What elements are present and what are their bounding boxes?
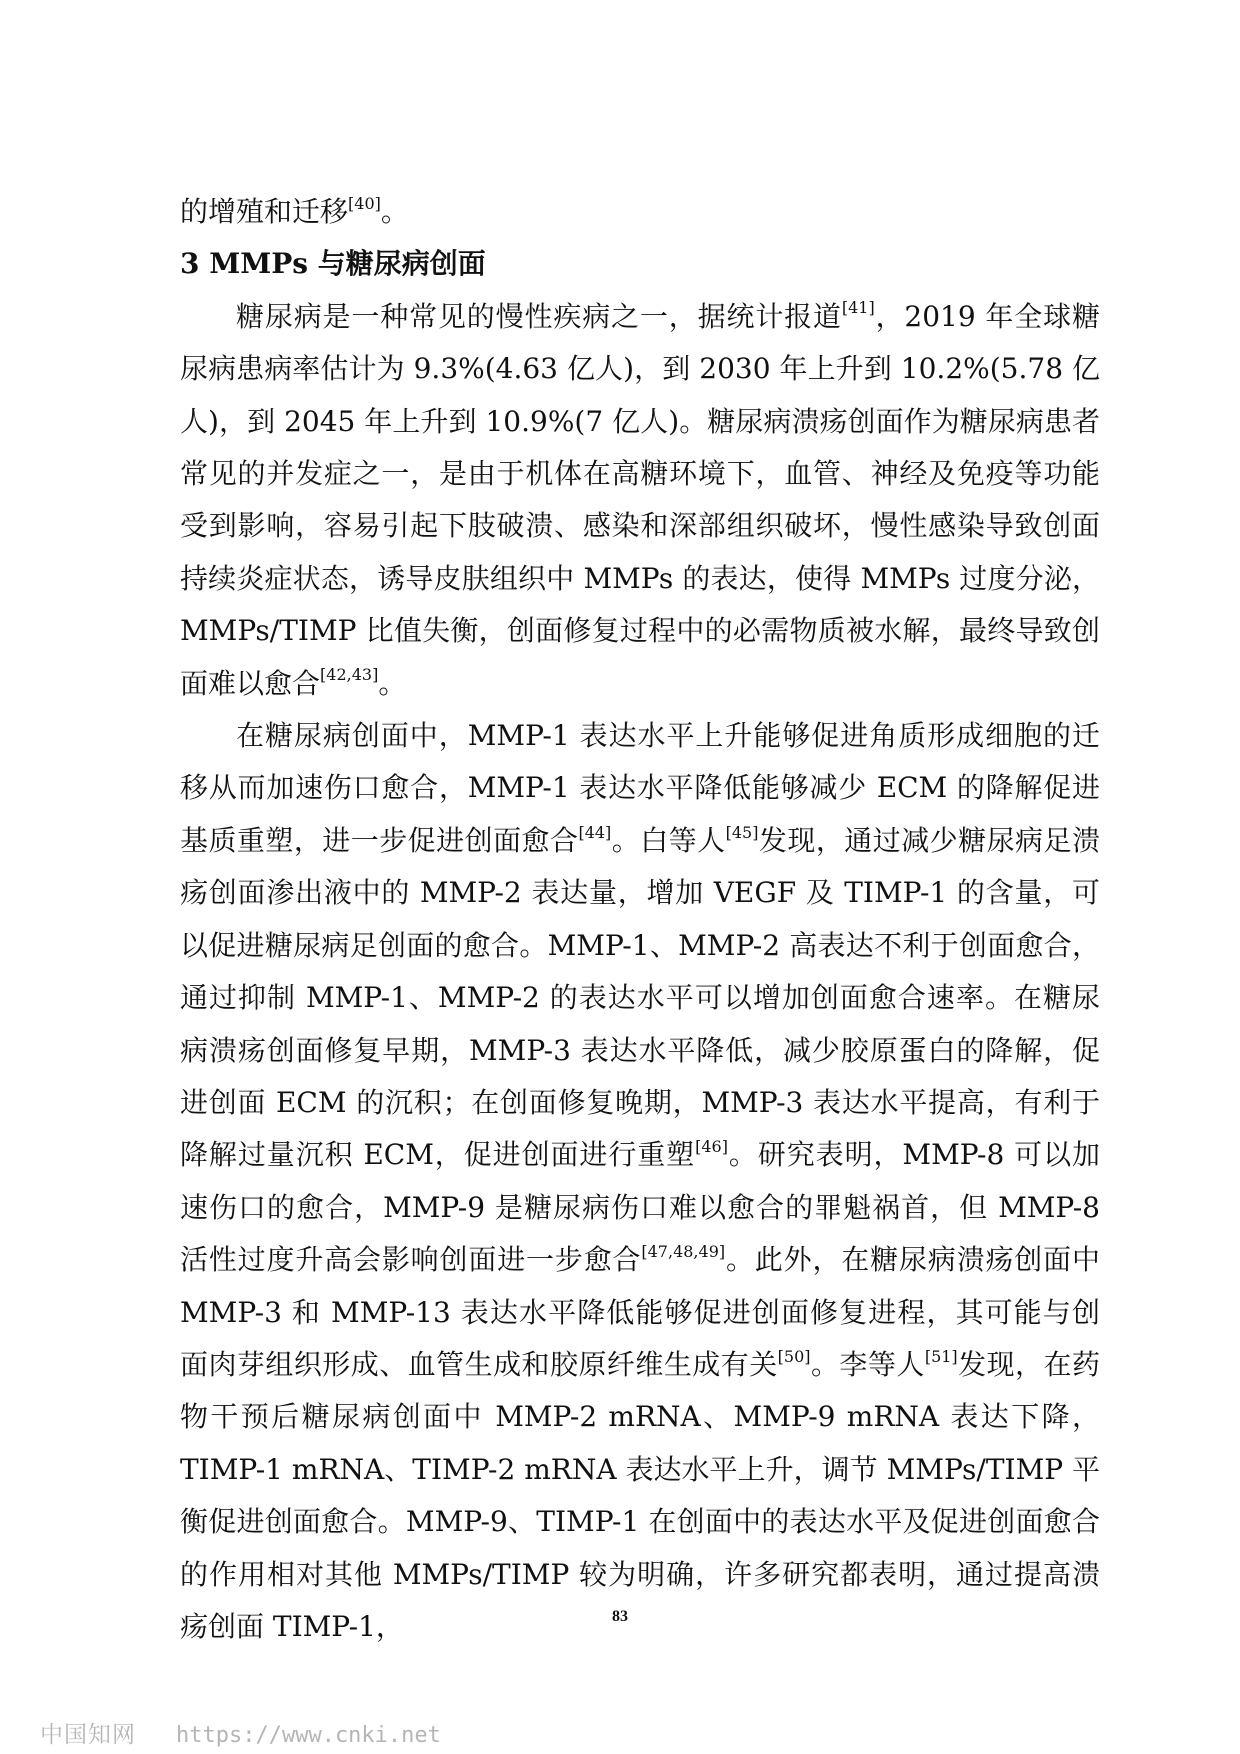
citation-44: [44] — [578, 822, 612, 842]
cnki-watermark — [40, 1716, 441, 1749]
para1-text-3: 。 — [378, 666, 407, 700]
watermark-url: https://www.cnki.net — [176, 1723, 441, 1748]
citation-46: [46] — [695, 1136, 728, 1156]
para1-text-1: 糖尿病是一种常见的慢性疾病之一，据统计报道 — [236, 299, 842, 333]
citation-41: [41] — [841, 298, 875, 318]
para2-text-6: 。李等人 — [810, 1347, 925, 1381]
para2-text-1: 在糖尿病创面中，MMP-1 表达水平上升能够促进角质形成细胞的迁移从而加速伤口愈合，MMP-1 表达水平降低能够减少 ECM 的降解促进基质重塑，进一步促进创面愈合 — [180, 719, 1100, 857]
paragraph-1 — [180, 291, 1100, 710]
intro-text: 的增殖和迁移 — [180, 195, 349, 228]
para2-text-5: 。此外，在糖尿病溃疡创面中 MMP-3 和 MMP-13 表达水平降低能够促进创面修复进程，其可能与创面肉芽组织形成、血管生成和胶原纤维生成有关 — [180, 1243, 1100, 1381]
citation-45: [45] — [725, 822, 759, 842]
citation-47-48-49: [47,48,49] — [641, 1241, 726, 1261]
para1-text-2: ，2019 年全球糖尿病患病率估计为 9.3%(4.63 亿人)，到 2030 年上升到 10.2%(5.78 亿人)，到 2045 年上升到 10.9%(7 亿人)。糖尿病溃疡创面作为糖尿病患者常见的并发症之一，是由于机体在高糖环境下，血管、神经及免疫等功能受到影响，容易引起下肢破溃、感染和深部组织破坏，慢性感染导致创面持续炎症状态，诱导皮肤组织中 MMPs 的表达，使得 MMPs 过度分泌，MMPs/TIMP 比值失衡，创面修复过程中的必需物质被水解，最终导致创面难以愈合 — [180, 299, 1100, 700]
citation-42-43: [42,43] — [320, 665, 379, 685]
watermark-brand: 中国知网 — [40, 1722, 136, 1748]
para2-text-2: 。白等人 — [611, 823, 726, 857]
intro-paragraph — [180, 186, 1100, 238]
paragraph-2 — [180, 710, 1100, 1653]
citation-50: [50] — [777, 1346, 811, 1366]
page-number: 83 — [612, 1608, 628, 1625]
intro-end: 。 — [380, 195, 409, 228]
citation-51: [51] — [924, 1346, 958, 1366]
page-body — [180, 186, 1100, 1653]
para2-text-7: 发现，在药物干预后糖尿病创面中 MMP-2 mRNA、MMP-9 mRNA 表达下降，TIMP-1 mRNA、TIMP-2 mRNA 表达水平上升，调节 MMPs/TIMP 平衡促进创面愈合。MMP-9、TIMP-1 在创面中的表达水平及促进创面愈合的作用相对其他 MMPs/TIMP 较为明确，许多研究都表明，通过提高溃疡创面 TIMP-1， — [180, 1347, 1100, 1643]
citation-40: [40] — [348, 193, 381, 213]
para2-text-4: 。研究表明，MMP-8 可以加速伤口的愈合，MMP-9 是糖尿病伤口难以愈合的罪魁祸首，但 MMP-8 活性过度升高会影响创面进一步愈合 — [180, 1138, 1100, 1277]
para2-text-3: 发现，通过减少糖尿病足溃疡创面渗出液中的 MMP-2 表达量，增加 VEGF 及 TIMP-1 的含量，可以促进糖尿病足创面的愈合。MMP-1、MMP-2 高表达不利于创面愈合，通过抑制 MMP-1、MMP-2 的表达水平可以增加创面愈合速率。在糖尿病溃疡创面修复早期，MMP-3 表达水平降低，减少胶原蛋白的降解，促进创面 ECM 的沉积；在创面修复晚期，MMP-3 表达水平提高，有利于降解过量沉积 ECM，促进创面进行重塑 — [180, 823, 1100, 1172]
section-heading: 3 MMPs 与糖尿病创面 — [180, 247, 486, 281]
